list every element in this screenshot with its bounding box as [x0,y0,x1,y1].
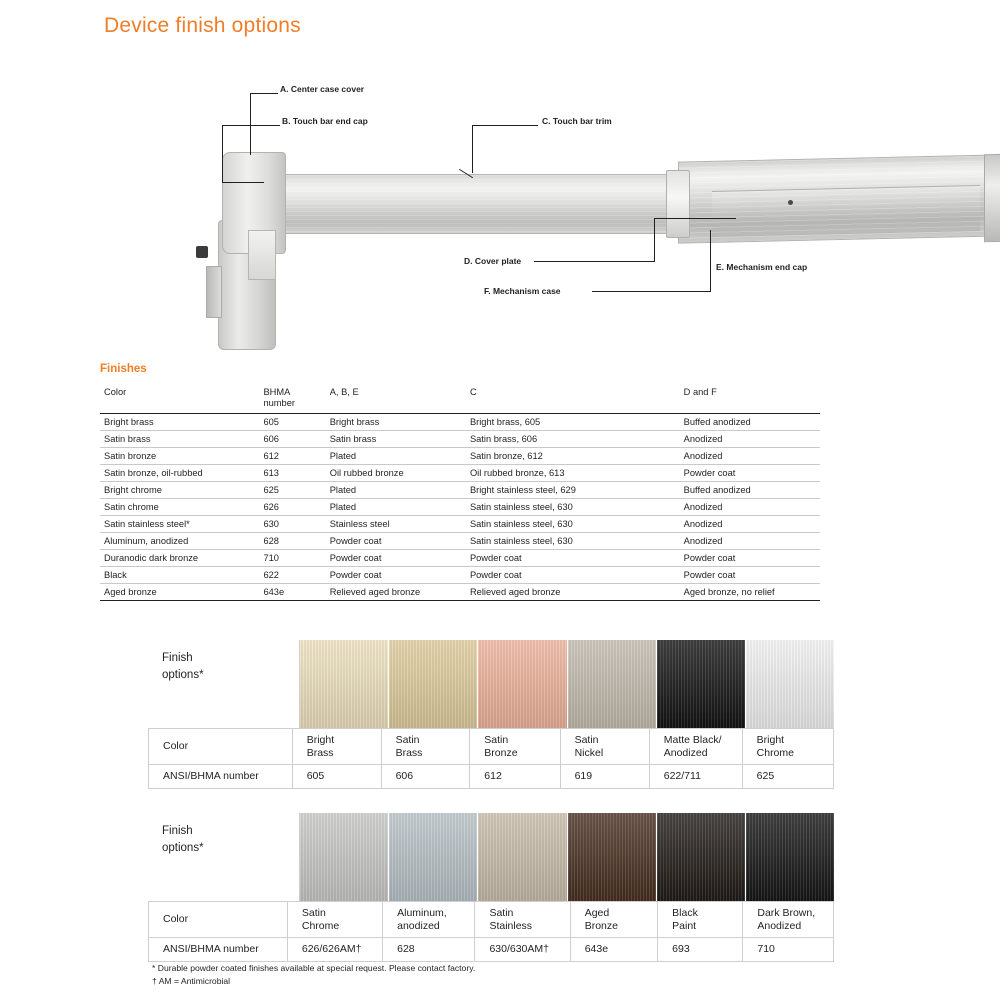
swatch-strip-2 [148,813,834,901]
callout-e-mechanism-end-cap: E. Mechanism end cap [716,262,808,272]
cell-c: Satin brass, 606 [466,431,680,448]
cell-df: Aged bronze, no relief [680,584,820,601]
cell-c: Satin stainless steel, 630 [466,516,680,533]
finish-options-block-2 [148,813,834,962]
name-line1: Satin [574,734,599,746]
swatch-name [560,729,649,765]
cell-df: Anodized [680,448,820,465]
name-line1: Black [672,907,698,919]
column-header-color: Color [100,384,259,414]
column-header-d-and-f: D and F [680,384,820,414]
swatch-number: 626/626AM† [287,938,382,962]
swatch-number: 619 [560,765,649,789]
name-line1: Aged [584,907,610,919]
swatch-number: 643e [570,938,657,962]
name-line2: Brass [395,746,423,759]
device-illustration [100,70,900,320]
name-line1: Bright [756,734,785,746]
cell-df: Buffed anodized [680,414,820,431]
cell-bhma: 605 [259,414,325,431]
table-row [100,499,820,516]
finish-options-block-1 [148,640,834,789]
table-row [100,516,820,533]
leader-line-f-h [592,291,710,292]
cell-color: Bright brass [100,414,259,431]
leader-line-b-v [222,125,223,183]
strike-nub-shape [196,246,208,258]
swatch-number: 710 [743,938,834,962]
mechanism-end-cap-shape [984,154,1000,242]
touch-bar-trim-shape [268,174,685,234]
swatch-chip [389,813,478,901]
cell-df: Buffed anodized [680,482,820,499]
leader-line-f-v [710,230,711,292]
cell-c: Satin bronze, 612 [466,448,680,465]
swatch-table-2 [148,901,834,962]
swatch-number: 693 [658,938,743,962]
cell-abe: Powder coat [326,567,466,584]
name-line2: Bronze [484,746,518,759]
swatch-number: 605 [292,765,381,789]
table-row [100,482,820,499]
swatch-chip [300,813,389,901]
name-line2: Paint [672,919,697,932]
bhma-line1: BHMA [263,387,291,397]
cell-color: Satin chrome [100,499,259,516]
row-label-color: Color [149,729,293,765]
cell-df: Powder coat [680,465,820,482]
name-line2: Anodized [663,746,708,759]
swatch-color-row [149,729,834,765]
table-header-row [100,384,820,414]
table-row [100,465,820,482]
table-row [100,584,820,601]
touch-bar-end-cap-shape [248,230,276,280]
name-line1: Satin [301,907,326,919]
case-flange-shape [206,266,222,318]
finish-options-label-2 [148,813,300,901]
cell-df: Powder coat [680,567,820,584]
swatch-name [287,902,382,938]
finishes-table [100,384,820,601]
swatch-name [470,729,560,765]
swatch-number: 622/711 [649,765,742,789]
cell-color: Black [100,567,259,584]
cell-abe: Powder coat [326,550,466,567]
callout-b-touch-bar-end-cap: B. Touch bar end cap [282,116,368,126]
cell-c: Bright brass, 605 [466,414,680,431]
label-line2: options* [162,841,204,854]
page-title: Device finish options [104,14,301,37]
cell-c: Powder coat [466,567,680,584]
name-line2: Anodized [757,919,802,932]
row-label-color: Color [149,902,288,938]
leader-line-a-h [250,93,278,94]
label-line1: Finish [162,825,193,837]
cell-bhma: 612 [259,448,325,465]
swatch-number-row [149,765,834,789]
name-line2: Chrome [756,746,794,759]
callout-c-touch-bar-trim: C. Touch bar trim [542,116,612,126]
cell-color: Duranodic dark bronze [100,550,259,567]
swatch-number: 606 [381,765,470,789]
name-line1: Dark Brown, [757,907,816,919]
cell-abe: Plated [326,448,466,465]
cell-c: Satin stainless steel, 630 [466,533,680,550]
cell-abe: Satin brass [326,431,466,448]
swatch-chip [478,640,567,728]
cell-color: Satin brass [100,431,259,448]
name-line1: Matte Black/ [663,734,722,746]
swatch-chip [746,813,834,901]
name-line2: Nickel [574,746,604,759]
swatch-number-row [149,938,834,962]
label-line2: options* [162,668,204,681]
table-row [100,431,820,448]
name-line2: Chrome [301,919,340,932]
cell-bhma: 710 [259,550,325,567]
swatch-chip [657,813,746,901]
table-row [100,567,820,584]
column-header-abe: A, B, E [326,384,466,414]
cell-abe: Oil rubbed bronze [326,465,466,482]
column-header-c: C [466,384,680,414]
cell-abe: Powder coat [326,533,466,550]
swatch-color-row [149,902,834,938]
leader-line-d-h2 [654,218,736,219]
label-line1: Finish [162,652,193,664]
swatch-name [570,902,657,938]
cell-df: Powder coat [680,550,820,567]
swatch-strip-1 [148,640,834,728]
cell-c: Bright stainless steel, 629 [466,482,680,499]
swatch-name [658,902,743,938]
swatch-chip [657,640,746,728]
cell-df: Anodized [680,533,820,550]
swatch-name [292,729,381,765]
leader-line-d-v [654,218,655,262]
cell-bhma: 630 [259,516,325,533]
callout-a-center-case-cover: A. Center case cover [280,84,365,94]
bhma-line2: number [263,397,295,408]
swatch-chip [568,813,657,901]
screw-dot-icon [788,200,793,205]
cell-df: Anodized [680,431,820,448]
cell-bhma: 606 [259,431,325,448]
cell-bhma: 628 [259,533,325,550]
name-line2: Brass [306,746,334,759]
swatch-chip [568,640,657,728]
callout-d-cover-plate: D. Cover plate [464,256,522,266]
swatch-name [475,902,570,938]
name-line2: Stainless [489,919,533,932]
row-label-ansi-bhma: ANSI/BHMA number [149,765,293,789]
device-diagram [100,70,900,320]
footnote-antimicrobial: † AM = Antimicrobial [152,976,231,986]
finish-options-label-1 [148,640,300,728]
row-label-ansi-bhma: ANSI/BHMA number [149,938,288,962]
cell-bhma: 643e [259,584,325,601]
cell-abe: Plated [326,482,466,499]
swatch-name [383,902,475,938]
cell-bhma: 622 [259,567,325,584]
cell-color: Aged bronze [100,584,259,601]
name-line1: Satin [484,734,509,746]
name-line1: Aluminum, [397,907,447,919]
cell-abe: Stainless steel [326,516,466,533]
cell-df: Anodized [680,516,820,533]
column-header-bhma-number [259,384,325,414]
cell-bhma: 625 [259,482,325,499]
cell-c: Satin stainless steel, 630 [466,499,680,516]
leader-line-d-h [534,261,654,262]
cell-c: Oil rubbed bronze, 613 [466,465,680,482]
cell-color: Bright chrome [100,482,259,499]
swatch-number: 628 [383,938,475,962]
name-line1: Bright [306,734,335,746]
cell-abe: Plated [326,499,466,516]
callout-f-mechanism-case: F. Mechanism case [484,286,561,296]
footnote-powder-coat: * Durable powder coated finishes available at special request. Please contact factory. [152,963,476,973]
cell-c: Powder coat [466,550,680,567]
swatch-number: 612 [470,765,560,789]
swatch-chip [746,640,834,728]
swatch-name [742,729,833,765]
cell-color: Aluminum, anodized [100,533,259,550]
name-line2: Bronze [584,919,618,932]
swatch-number: 625 [742,765,833,789]
cell-color: Satin bronze, oil-rubbed [100,465,259,482]
name-line1: Satin [395,734,420,746]
leader-line-a-v [250,93,251,155]
swatch-name [743,902,834,938]
leader-line-c-v [472,125,473,173]
table-row [100,448,820,465]
cell-color: Satin stainless steel* [100,516,259,533]
finishes-heading: Finishes [100,363,147,375]
name-line1: Satin [489,907,514,919]
swatch-name [649,729,742,765]
swatch-number: 630/630AM† [475,938,570,962]
cell-df: Anodized [680,499,820,516]
swatch-chip [389,640,478,728]
cell-bhma: 613 [259,465,325,482]
name-line2: anodized [397,919,440,932]
cover-plate-shape [712,185,980,237]
cell-c: Relieved aged bronze [466,584,680,601]
cell-color: Satin bronze [100,448,259,465]
swatch-name [381,729,470,765]
cell-abe: Bright brass [326,414,466,431]
cell-bhma: 626 [259,499,325,516]
leader-line-b-h [222,125,280,126]
swatch-table-1 [148,728,834,789]
swatch-chip [478,813,567,901]
table-row [100,414,820,431]
swatch-chip [300,640,389,728]
cell-abe: Relieved aged bronze [326,584,466,601]
leader-line-c-h [472,125,538,126]
table-row [100,550,820,567]
leader-line-b-h2 [222,182,264,183]
bar-collar-shape [666,170,690,238]
table-row [100,533,820,550]
